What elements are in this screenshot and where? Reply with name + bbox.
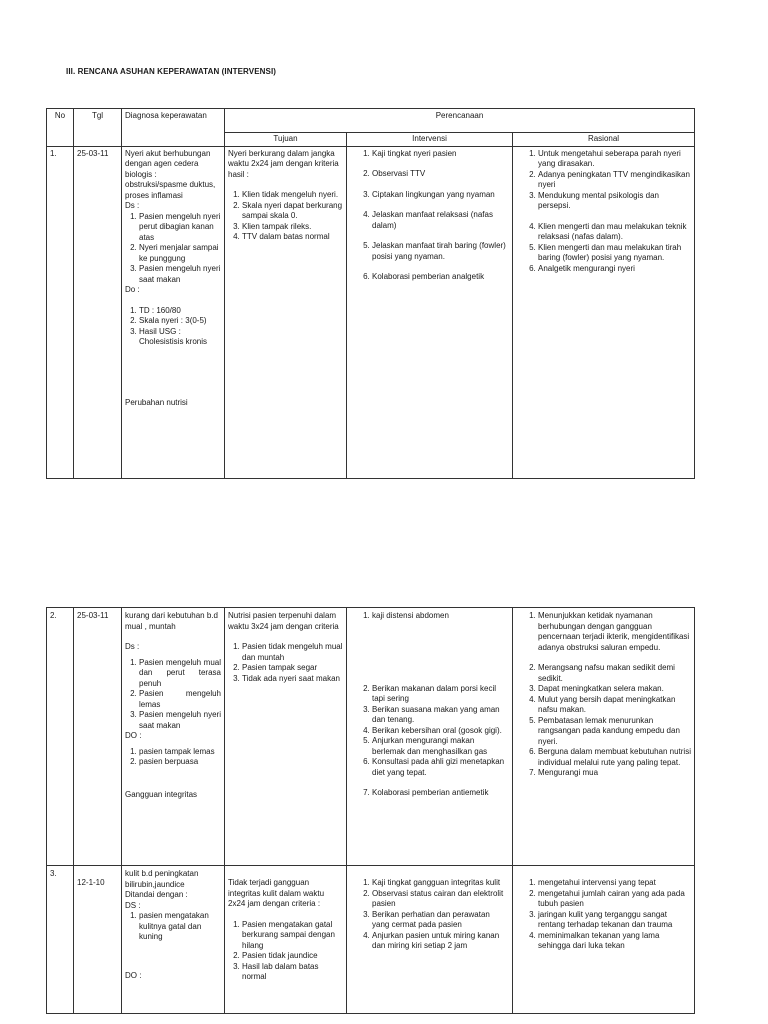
list-item: 4. Mulut yang bersih dapat meningkatkan nafsu makan. bbox=[538, 695, 691, 716]
diagnosa-cell bbox=[122, 146, 225, 478]
list-item: 3. Hasil lab dalam batas normal bbox=[242, 962, 343, 983]
header-tgl: Tgl bbox=[74, 109, 122, 147]
document-title: III. RENCANA ASUHAN KEPERAWATAN (INTERVENSI) bbox=[66, 67, 277, 76]
tujuan-cell bbox=[225, 146, 347, 478]
header-no: No bbox=[47, 109, 74, 147]
list-item: 3. Ciptakan lingkungan yang nyaman bbox=[372, 190, 509, 201]
list-item: 1. Pasien mengeluh mual dan perut terasa penuh bbox=[139, 658, 221, 690]
do-label: DO : bbox=[125, 731, 142, 740]
list-item: 6. Analgetik mengurangi nyeri bbox=[538, 264, 691, 275]
row-date: 12-1-10 bbox=[74, 866, 122, 1014]
list-item: 1. Kaji tingkat nyeri pasien bbox=[372, 149, 509, 160]
intervensi-cell bbox=[347, 866, 513, 1014]
list-item: 2. mengetahui jumlah cairan yang ada pada tubuh pasien bbox=[538, 889, 691, 910]
kriteria-list bbox=[228, 920, 343, 983]
list-item: 7. Kolaborasi pemberian antiemetik bbox=[372, 788, 509, 799]
tujuan-text: Tidak terjadi gangguan integritas kulit dalam waktu 2x24 jam dengan criteria : bbox=[228, 878, 325, 908]
list-item: 4. Jelaskan manfaat relaksasi (nafas dalam) bbox=[372, 210, 509, 231]
care-plan-table-1 bbox=[46, 108, 695, 479]
header-rasional: Rasional bbox=[513, 133, 695, 147]
rasional-list bbox=[516, 149, 691, 275]
diagnosa-text: kulit b.d peningkatan bilirubin,jaundice bbox=[125, 869, 199, 889]
do-label: DO : bbox=[125, 970, 142, 980]
list-item: 3. Berikan suasana makan yang aman dan tenang. bbox=[372, 705, 509, 726]
row-no: 1. bbox=[47, 146, 74, 478]
list-item: 1. Pasien mengeluh nyeri perut dibagian kanan atas bbox=[139, 212, 221, 244]
list-item: 2. Berikan makanan dalam porsi kecil tapi sering bbox=[372, 684, 509, 705]
continued-diagnosis: Perubahan nutrisi bbox=[125, 397, 188, 407]
rasional-list bbox=[516, 611, 691, 779]
kriteria-list bbox=[228, 190, 343, 243]
intervensi-list bbox=[350, 611, 509, 799]
list-item: 2. Adanya peningkatan TTV mengindikasikan nyeri bbox=[538, 170, 691, 191]
list-item: 3. Mendukung mental psikologis dan persepsi. bbox=[538, 191, 691, 212]
do-list bbox=[125, 747, 221, 768]
list-item: 5. Jelaskan manfaat tirah baring (fowler) posisi yang nyaman. bbox=[372, 241, 509, 262]
tujuan-text: Nyeri berkurang dalam jangka waktu 2x24 jam dengan kriteria hasil : bbox=[228, 148, 339, 179]
list-item: 2. Observasi TTV bbox=[372, 169, 509, 180]
diagnosa-cell bbox=[122, 608, 225, 866]
list-item: 1. Klien tidak mengeluh nyeri. bbox=[242, 190, 343, 201]
row-no: 2. bbox=[47, 608, 74, 866]
list-item: 1. Pasien mengatakan gatal berkurang sampai dengan hilang bbox=[242, 920, 343, 952]
list-item: 4. meminimalkan tekanan yang lama sehingga dari luka tekan bbox=[538, 931, 691, 952]
list-item: 3. Hasil USG : Cholesistisis kronis bbox=[139, 327, 221, 348]
diagnosa-text: Nyeri akut berhubungan dengan agen cedera biologis : obstruksi/spasme duktus, proses inflamasi bbox=[125, 148, 216, 200]
list-item: 2. Pasien mengeluh lemas bbox=[139, 689, 221, 710]
header-diagnosa: Diagnosa keperawatan bbox=[122, 109, 225, 147]
list-item: 7. Mengurangi mua bbox=[538, 768, 691, 779]
list-item: 3. Pasien mengeluh nyeri saat makan bbox=[139, 710, 221, 731]
tujuan-cell bbox=[225, 608, 347, 866]
rasional-cell bbox=[513, 146, 695, 478]
ds-list bbox=[125, 212, 221, 286]
list-item: 1. pasien mengatakan kulitnya gatal dan kuning bbox=[139, 911, 221, 943]
list-item: 6. Kolaborasi pemberian analgetik bbox=[372, 272, 509, 283]
table-row bbox=[47, 608, 695, 866]
list-item: 1. TD : 160/80 bbox=[139, 306, 221, 317]
diagnosa-text: kurang dari kebutuhan b.d mual , muntah bbox=[125, 611, 218, 631]
rasional-cell bbox=[513, 608, 695, 866]
list-item: 2. Pasien tidak jaundice bbox=[242, 951, 343, 962]
rasional-list bbox=[516, 878, 691, 952]
header-tujuan: Tujuan bbox=[225, 133, 347, 147]
list-item: 4. Berikan kebersihan oral (gosok gigi). bbox=[372, 726, 509, 737]
row-date: 25-03-11 bbox=[74, 146, 122, 478]
list-item: 2. Observasi status cairan dan elektrolit pasien bbox=[372, 889, 509, 910]
list-item: 5. Klien mengerti dan mau melakukan tirah baring (fowler) posisi yang nyaman. bbox=[538, 243, 691, 264]
list-item: 2. Merangsang nafsu makan sedikit demi sedikit. bbox=[538, 663, 691, 684]
ds-list bbox=[125, 658, 221, 732]
care-plan-table-2 bbox=[46, 607, 695, 1014]
list-item: 3. Klien tampak rileks. bbox=[242, 222, 343, 233]
list-item: 2. Skala nyeri dapat berkurang sampai skala 0. bbox=[242, 201, 343, 222]
row-no: 3. bbox=[47, 866, 74, 1014]
list-item: 5. Anjurkan mengurangi makan berlemak dan menghasilkan gas bbox=[372, 736, 509, 757]
list-item: 1. Menunjukkan ketidak nyamanan berhubungan dengan gangguan pencernaan terjadi ikterik, mengidentifikasi adanya obstruksi saluran empedu. bbox=[538, 611, 691, 653]
list-item: 4. TTV dalam batas normal bbox=[242, 232, 343, 243]
list-item: 3. Berikan perhatian dan perawatan yang cermat pada pasien bbox=[372, 910, 509, 931]
list-item: 4. Klien mengerti dan mau melakukan teknik relaksasi (nafas dalam). bbox=[538, 222, 691, 243]
list-item: 6. Konsultasi pada ahli gizi menetapkan diet yang tepat. bbox=[372, 757, 509, 778]
do-label: Do : bbox=[125, 285, 140, 294]
header-intervensi: Intervensi bbox=[347, 133, 513, 147]
ds-label: DS : bbox=[125, 900, 141, 910]
tujuan-text: Nutrisi pasien terpenuhi dalam waktu 3x24 jam dengan criteria bbox=[228, 611, 339, 631]
rasional-cell bbox=[513, 866, 695, 1014]
list-item: 1. mengetahui intervensi yang tepat bbox=[538, 878, 691, 889]
intervensi-list bbox=[350, 149, 509, 283]
list-item: 2. Pasien tampak segar bbox=[242, 663, 343, 674]
list-item: 1. pasien tampak lemas bbox=[139, 747, 221, 758]
list-item: 4. Anjurkan pasien untuk miring kanan dan miring kiri setiap 2 jam bbox=[372, 931, 509, 952]
ds-label: Ds : bbox=[125, 642, 140, 651]
list-item: 3. Dapat meningkatkan selera makan. bbox=[538, 684, 691, 695]
list-item: 2. pasien berpuasa bbox=[139, 757, 221, 768]
diagnosa-cell bbox=[122, 866, 225, 1014]
do-list bbox=[125, 306, 221, 348]
list-item: 1. Kaji tingkat gangguan integritas kulit bbox=[372, 878, 509, 889]
header-perencanaan: Perencanaan bbox=[225, 109, 695, 133]
intervensi-cell bbox=[347, 608, 513, 866]
list-item: 3. jaringan kulit yang terganggu sangat rentang terhadap tekanan dan trauma bbox=[538, 910, 691, 931]
kriteria-list bbox=[228, 642, 343, 684]
list-item: 1. Pasien tidak mengeluh mual dan muntah bbox=[242, 642, 343, 663]
list-item: 2. Skala nyeri : 3(0-5) bbox=[139, 316, 221, 327]
list-item: 1. Untuk mengetahui seberapa parah nyeri yang dirasakan. bbox=[538, 149, 691, 170]
row-date: 25-03-11 bbox=[74, 608, 122, 866]
intervensi-list bbox=[350, 878, 509, 952]
list-item: 2. Nyeri menjalar sampai ke punggung bbox=[139, 243, 221, 264]
table-row bbox=[47, 146, 695, 478]
ds-label: Ds : bbox=[125, 201, 140, 210]
tujuan-cell bbox=[225, 866, 347, 1014]
list-item: 1. kaji distensi abdomen bbox=[372, 611, 509, 622]
list-item: 3. Pasien mengeluh nyeri saat makan bbox=[139, 264, 221, 285]
continued-diagnosis: Gangguan integritas bbox=[125, 789, 198, 799]
ditandai-label: Ditandai dengan : bbox=[125, 890, 188, 899]
list-item: 3. Tidak ada nyeri saat makan bbox=[242, 674, 343, 685]
intervensi-cell bbox=[347, 146, 513, 478]
list-item: 6. Berguna dalam membuat kebutuhan nutrisi individual melalui rute yang paling tepat. bbox=[538, 747, 691, 768]
list-item: 5. Pembatasan lemak menurunkan rangsangan pada kandung empedu dan nyeri. bbox=[538, 716, 691, 748]
ds-list bbox=[125, 911, 221, 943]
table-row bbox=[47, 866, 695, 1014]
